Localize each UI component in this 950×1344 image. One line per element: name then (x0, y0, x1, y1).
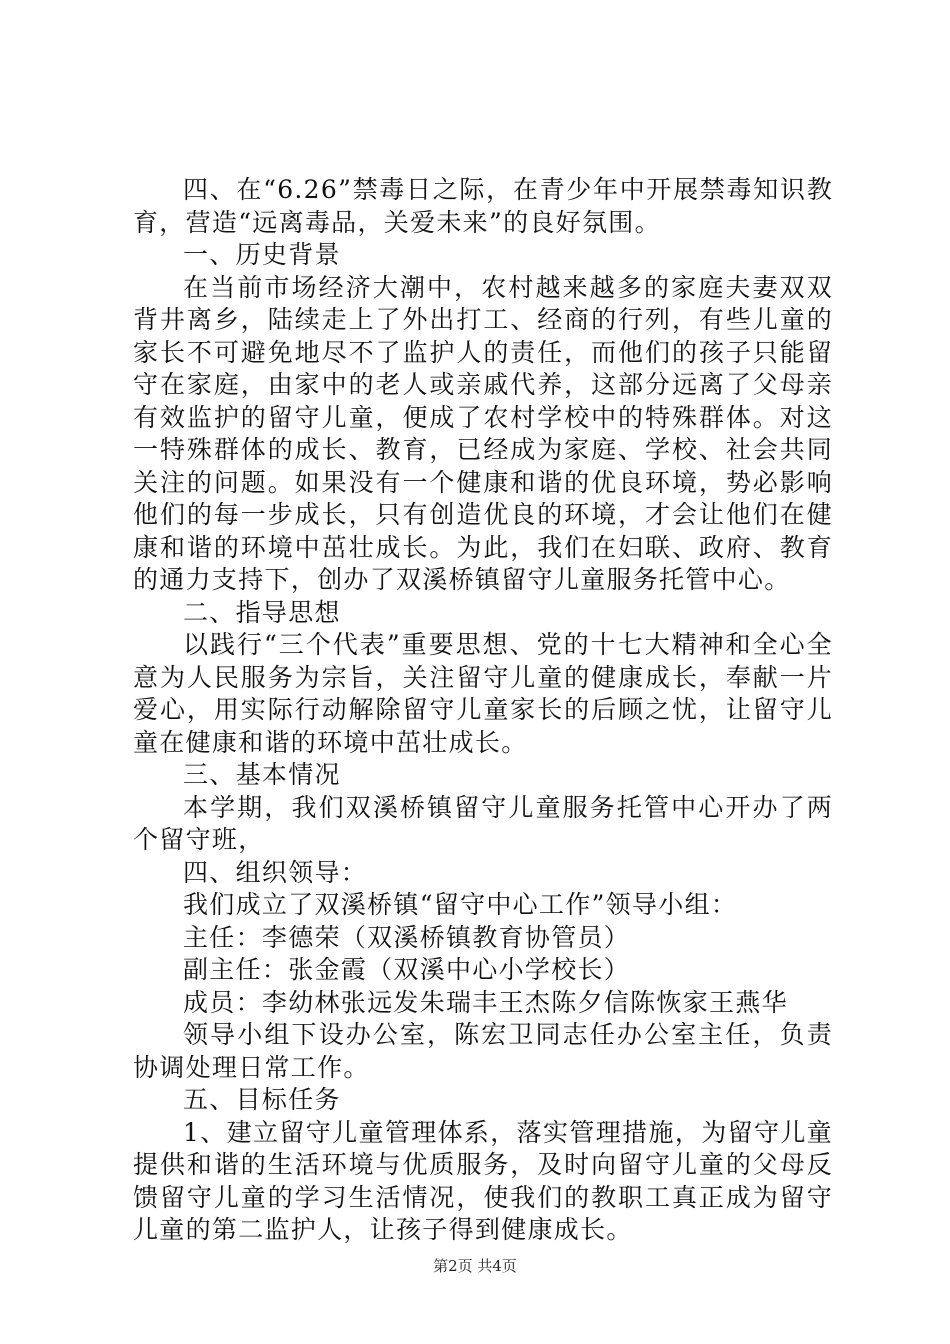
heading-basic-situation: 三、基本情况 (183, 760, 341, 789)
paragraph-office: 领导小组下设办公室，陈宏卫同志任办公室主任，负责协调处理日常工作。 (133, 1020, 833, 1082)
paragraph-deputy-director: 副主任：张金霞（双溪中心小学校长） (183, 955, 631, 984)
paragraph-goal-one: 1、建立留守儿童管理体系，落实管理措施，为留守儿童提供和谐的生活环境与优质服务，及时向留守儿童的父母反馈留守儿童的学习生活情况，使我们的教职工真正成为留守儿童的第二监护人，让孩子得到健康成长。 (133, 1117, 833, 1244)
paragraph-history-background: 在当前市场经济大潮中，农村越来越多的家庭夫妻双双背井离乡，陆续走上了外出打工、经商的行列，有些儿童的家长不可避免地尽不了监护人的责任，而他们的孩子只能留守在家庭，由家中的老人或亲戚代养，这部分远离了父母亲有效监护的留守儿童，便成了农村学校中的特殊群体。对这一特殊群体的成长、教育，已经成为家庭、学校、社会共同关注的问题。如果没有一个健康和谐的优良环境，势必影响他们的每一步成长，只有创造优良的环境，才会让他们在健康和谐的环境中茁壮成长。为此，我们在妇联、政府、教育的通力支持下，创办了双溪桥镇留守儿童服务托管中心。 (133, 272, 833, 594)
paragraph-intro-item-four: 四、在“6.26”禁毒日之际，在青少年中开展禁毒知识教育，营造“远离毒品，关爱未来”的良好氛围。 (133, 175, 833, 237)
heading-guiding-ideology: 二、指导思想 (183, 597, 341, 627)
paragraph-director: 主任：李德荣（双溪桥镇教育协管员） (183, 922, 631, 952)
paragraph-basic-situation: 本学期，我们双溪桥镇留守儿童服务托管中心开办了两个留守班， (133, 792, 833, 854)
heading-history-background: 一、历史背景 (183, 240, 341, 269)
document-body (133, 174, 833, 1247)
paragraph-members: 成员：李幼林张远发朱瑞丰王杰陈夕信陈恢家王燕华 (183, 987, 788, 1017)
heading-goals-tasks: 五、目标任务 (183, 1085, 341, 1114)
page-number-footer: 第2页 共4页 (433, 1257, 517, 1275)
paragraph-guiding-ideology: 以践行“三个代表”重要思想、党的十七大精神和全心全意为人民服务为宗旨，关注留守儿童的健康成长，奉献一片爱心，用实际行动解除留守儿童家长的后顾之忧，让留守儿童在健康和谐的环境中茁壮成长。 (133, 630, 833, 757)
paragraph-leadership-group: 我们成立了双溪桥镇“留守中心工作”领导小组： (183, 890, 738, 919)
heading-organization-leadership: 四、组织领导： (183, 857, 368, 887)
